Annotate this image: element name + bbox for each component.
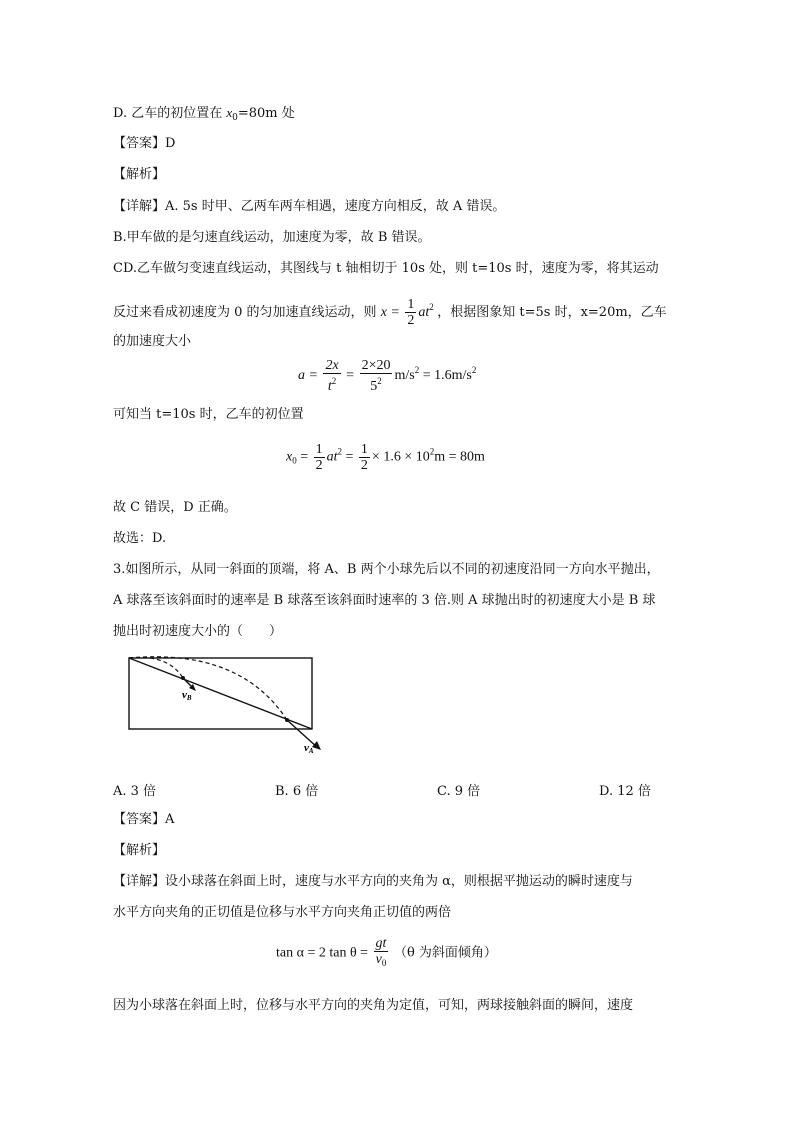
detail-line-cd-3: 的加速度大小 xyxy=(113,334,192,349)
exp: 2 xyxy=(337,446,343,457)
tail: m = 80m xyxy=(434,449,485,465)
velocity-a-arrow xyxy=(287,720,318,748)
label-vb: vB xyxy=(182,689,192,702)
formula-x0 xyxy=(286,442,485,473)
detail-line-cd-1: CD.乙车做匀变速直线运动，其图线与 t 轴相切于 10s 处，则 t=10s 时，速度为零，将其运动 xyxy=(113,261,659,276)
question-3-line-3: 抛出时初速度大小的（ ） xyxy=(113,624,283,639)
denominator: v xyxy=(375,952,382,967)
detail2-line-2: 水平方向夹角的正切值是位移与水平方向夹角正切值的两倍 xyxy=(113,905,452,920)
equals: = xyxy=(346,368,355,384)
fraction xyxy=(405,297,416,328)
answer-label-2: 【答案】A xyxy=(113,812,175,827)
choose-line: 故选：D. xyxy=(113,531,167,546)
incline-projectile-figure xyxy=(120,652,330,758)
fraction xyxy=(374,936,389,971)
incline-slope xyxy=(129,658,312,729)
option-c: C. 9 倍 xyxy=(437,784,481,799)
text: ，根据图象知 t=5s 时，x=20m，乙车 xyxy=(437,305,667,320)
text: D. 乙车的初位置在 xyxy=(113,106,227,121)
mid: at xyxy=(326,449,338,465)
analysis-label-2: 【解析】 xyxy=(113,843,166,858)
label-va: vA xyxy=(304,742,314,755)
exp: 2 xyxy=(429,446,435,457)
result: = 1.6m/s xyxy=(422,368,472,384)
exp: 2 xyxy=(429,302,434,312)
question-3-line-2: A 球落至该斜面时的速率是 B 球落至该斜面时速率的 3 倍.则 A 球抛出时的初速度大小是 B 球 xyxy=(113,593,656,608)
rest: × 1.6 × 10 xyxy=(371,449,430,465)
numerator: 2x xyxy=(325,358,339,373)
denominator: 2 xyxy=(315,458,323,473)
numerator: 1 xyxy=(315,442,323,457)
text: =80m 处 xyxy=(237,106,295,121)
sub: 0 xyxy=(381,958,387,968)
denominator: 2 xyxy=(360,458,368,473)
lhs: a = xyxy=(298,368,318,384)
option-b: B. 6 倍 xyxy=(275,784,319,799)
option-a: A. 3 倍 xyxy=(113,784,157,799)
detail-line-cd-2 xyxy=(113,291,667,329)
detail-line-b: B.甲车做的是匀速直线运动，加速度为零，故 B 错误。 xyxy=(113,230,431,245)
exp: 2 xyxy=(331,376,337,386)
fraction-1 xyxy=(314,442,325,473)
exp: 2 xyxy=(414,365,420,376)
tan-note: （θ 为斜面倾角） xyxy=(393,945,497,961)
detail2-line-1: 【详解】设小球落在斜面上时，速度与水平方向的夹角为 α，则根据平抛运动的瞬时速度与 xyxy=(113,874,633,889)
equals: = xyxy=(345,449,354,465)
formula-x-half xyxy=(380,297,438,329)
fraction-1 xyxy=(323,358,340,394)
answer-label-1: 【答案】D xyxy=(113,136,176,151)
formula-acceleration xyxy=(298,358,476,394)
fraction-2 xyxy=(360,358,393,394)
sub: 0 xyxy=(292,455,297,466)
option-d-line xyxy=(113,104,295,127)
analysis-label-1: 【解析】 xyxy=(113,167,166,182)
lhs: x xyxy=(286,449,293,465)
lhs: x = xyxy=(380,305,400,320)
denominator: t xyxy=(327,379,332,394)
conclusion-line: 故 C 错误，D 正确。 xyxy=(113,500,237,515)
question-3-line-1: 3.如图所示，从同一斜面的顶端，将 A、B 两个小球先后以不同的初速度沿同一方向水平抛出， xyxy=(113,562,660,577)
exp: 2 xyxy=(471,365,477,376)
lhs: tan α = 2 tan θ = xyxy=(276,945,369,961)
fraction-2 xyxy=(359,442,370,473)
know-line: 可知当 t=10s 时，乙车的初位置 xyxy=(113,407,304,422)
denominator: 5 xyxy=(370,379,378,394)
option-d: D. 12 倍 xyxy=(599,784,651,799)
var-x: x xyxy=(226,105,233,120)
equals: = xyxy=(300,449,309,465)
numerator: 2×20 xyxy=(361,358,391,373)
unit: m/s xyxy=(394,368,415,384)
last-line: 因为小球落在斜面上时，位移与水平方向的夹角为定值，可知，两球接触斜面的瞬间，速度 xyxy=(113,998,634,1013)
formula-tan xyxy=(276,936,497,971)
numerator: 1 xyxy=(360,442,368,457)
denominator: 2 xyxy=(407,313,415,329)
text: 反过来看成初速度为 0 的匀加速直线运动，则 xyxy=(113,305,377,320)
sub: 0 xyxy=(232,113,238,123)
numerator: 1 xyxy=(407,297,415,313)
rhs: at xyxy=(418,305,430,320)
numerator: gt xyxy=(375,936,387,951)
exp: 2 xyxy=(377,376,382,386)
detail-line-a: 【详解】A. 5s 时甲、乙两车两车相遇，速度方向相反，故 A 错误。 xyxy=(113,199,506,214)
